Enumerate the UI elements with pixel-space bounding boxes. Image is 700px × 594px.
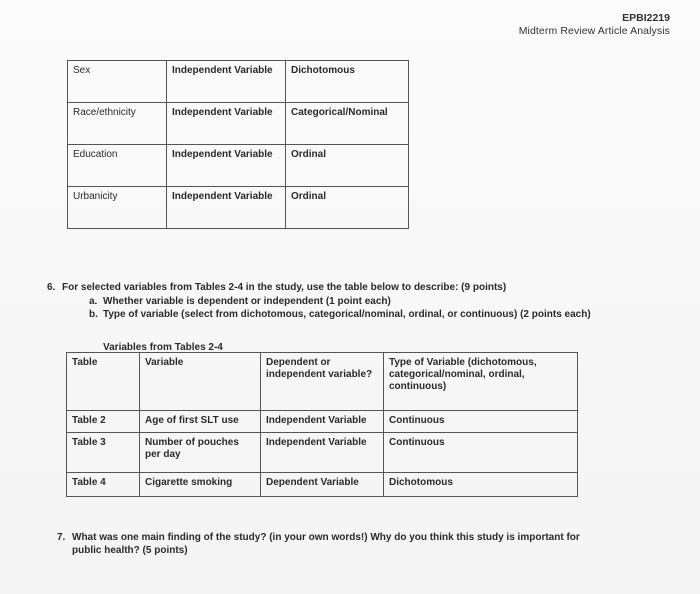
table-row [67, 473, 578, 497]
sub-item-b [89, 308, 591, 321]
variable-role: Independent Variable [167, 61, 286, 103]
assignment-title: Midterm Review Article Analysis [518, 25, 670, 37]
question-7 [57, 531, 617, 557]
cell-variable: Age of first SLT use [140, 411, 261, 433]
course-code: EPBI2219 [622, 12, 670, 24]
table-row [68, 61, 409, 103]
variable-type: Dichotomous [286, 61, 409, 103]
item-text: Whether variable is dependent or independent (1 point each) [103, 296, 391, 307]
table-row [67, 433, 578, 473]
header-type: Type of Variable (dichotomous, categorical/nominal, ordinal, continuous) [384, 353, 578, 411]
cell-table: Table 4 [67, 473, 140, 497]
cell-type: Dichotomous [384, 473, 578, 497]
cell-variable: Number of pouches per day [140, 433, 261, 473]
page-header [519, 12, 670, 38]
table-row [68, 103, 409, 145]
header-role: Dependent or independent variable? [261, 353, 384, 411]
variable-role: Independent Variable [167, 103, 286, 145]
table-header-row [67, 353, 578, 411]
table-row [68, 145, 409, 187]
cell-type: Continuous [384, 411, 578, 433]
variable-name: Sex [68, 61, 167, 103]
cell-role: Independent Variable [261, 411, 384, 433]
item-letter: b. [89, 309, 98, 320]
variable-name: Race/ethnicity [68, 103, 167, 145]
header-table: Table [67, 353, 140, 411]
describe-variables-table [66, 352, 578, 497]
variable-name: Education [68, 145, 167, 187]
cell-role: Dependent Variable [261, 473, 384, 497]
variable-role: Independent Variable [167, 187, 286, 229]
cell-variable: Cigarette smoking [140, 473, 261, 497]
question-prompt-line1: What was one main finding of the study? (in your own words!) Why do you think this study is important for [72, 532, 580, 543]
variable-type: Ordinal [286, 145, 409, 187]
item-text: Type of variable (select from dichotomous, categorical/nominal, ordinal, or continuous) (2 points each) [103, 309, 591, 320]
variable-type: Categorical/Nominal [286, 103, 409, 145]
table-caption: Variables from Tables 2-4 [103, 342, 223, 353]
variable-name: Urbanicity [68, 187, 167, 229]
question-number: 7. [57, 532, 66, 543]
item-letter: a. [89, 296, 98, 307]
table-row [68, 187, 409, 229]
variables-table [67, 60, 409, 229]
variable-role: Independent Variable [167, 145, 286, 187]
question-prompt: For selected variables from Tables 2-4 in the study, use the table below to describe: (9 points) [62, 282, 507, 293]
question-6 [47, 281, 591, 320]
question-prompt-line2: public health? (5 points) [72, 545, 188, 556]
cell-type: Continuous [384, 433, 578, 473]
question-number: 6. [47, 282, 56, 293]
cell-table: Table 2 [67, 411, 140, 433]
cell-role: Independent Variable [261, 433, 384, 473]
table-row [67, 411, 578, 433]
variable-type: Ordinal [286, 187, 409, 229]
cell-table: Table 3 [67, 433, 140, 473]
sub-item-a [89, 295, 391, 308]
header-variable: Variable [140, 353, 261, 411]
